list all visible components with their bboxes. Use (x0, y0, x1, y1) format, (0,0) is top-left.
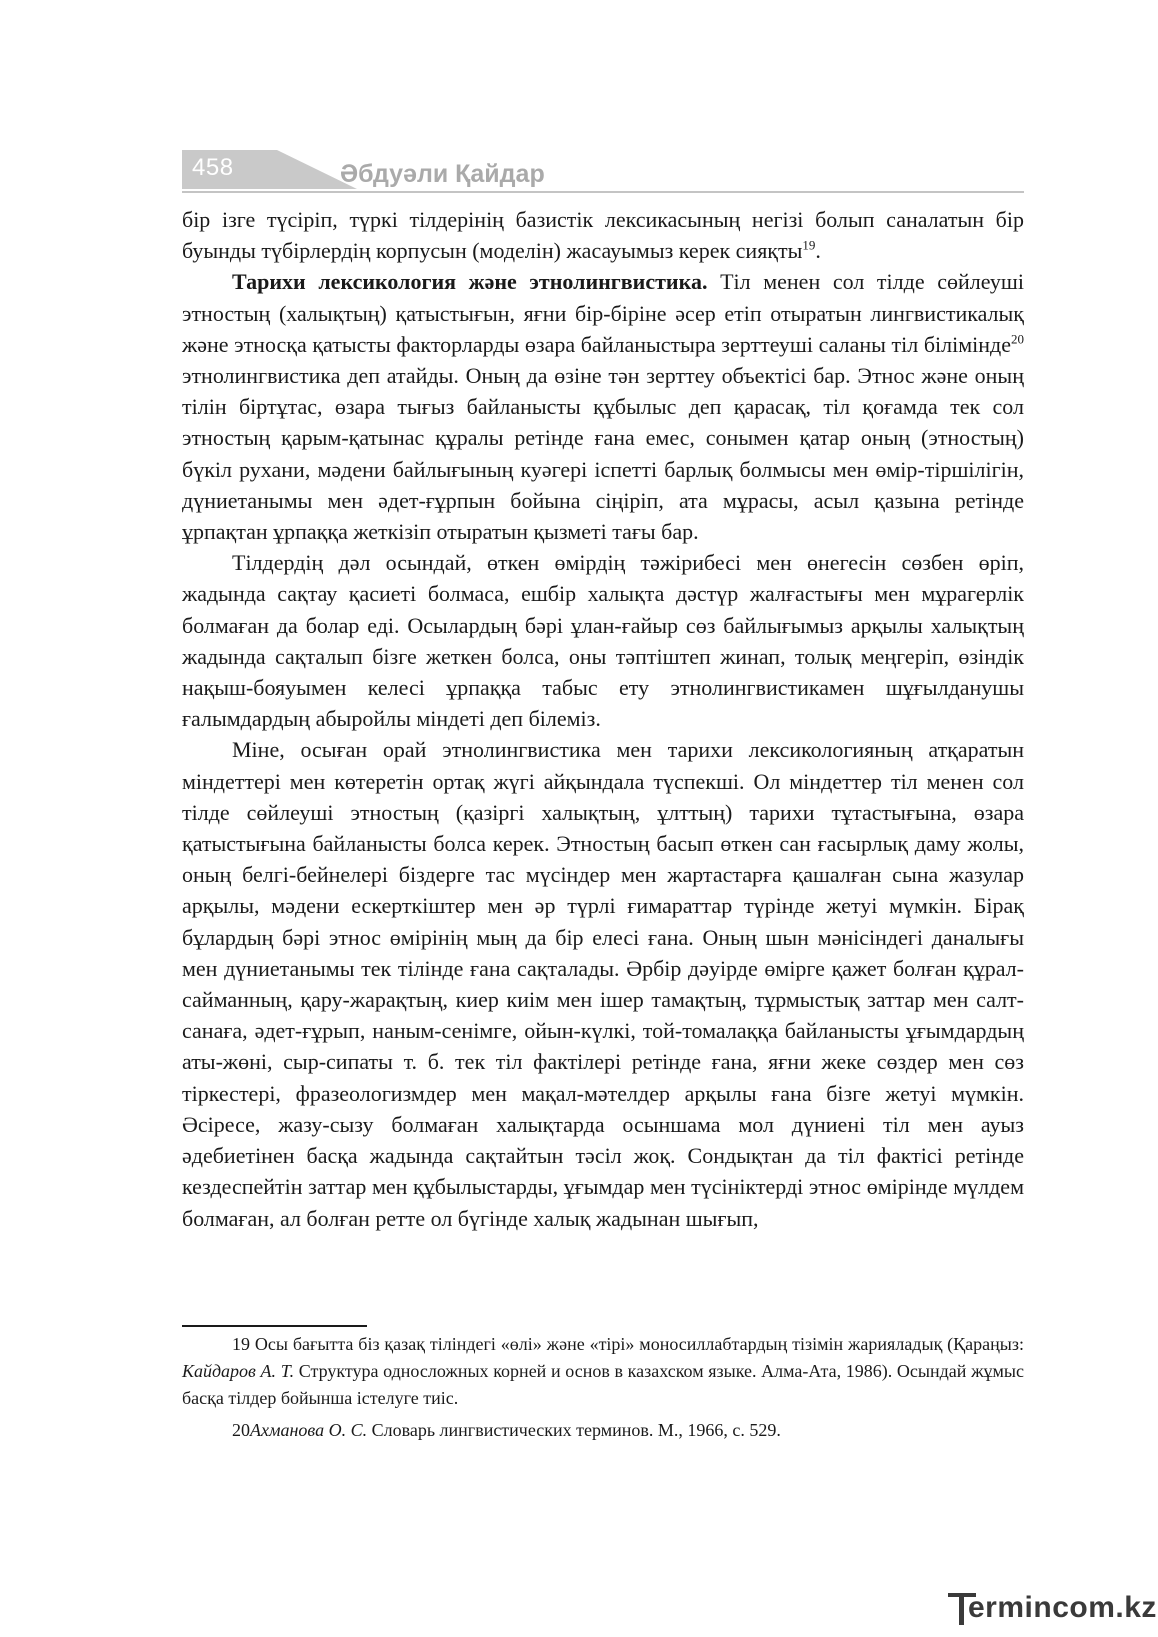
paragraph-3: Тілдердің дәл осындай, өткен өмірдің тәжірибесі мен өнегесін сөзбен өріп, жадында сақтау қасиеті болмаса, ешбір халықта дәстүр жалғастығы мен мұрагерлік болмаған да болар еді. Осылардың бәрі ұлан-ғайыр сөз байлығымыз арқылы халықтың жадында сақталып бізге жеткен болса, оны тәптіштеп жинап, толық меңгеріп, өзіндік нақыш-бояуымен келесі ұрпаққа табыс ету этнолингвистикамен шұғылданушы ғалымдардың абыройлы міндеті деп білеміз. (182, 550, 1024, 732)
footnote-author: Кайдаров А. Т. (182, 1361, 295, 1381)
footnote-19: 19 Осы бағытта біз қазақ тіліндегі «өлі» және «тірі» моносиллабтардың тізімін жарияладық (Қараңыз: Кайдаров А. Т. Структура односложных корней и основ в казахском языке. Алма-Ата, 1986). Осындай жұмыс басқа тілдер бойынша істелуге тиіс. (182, 1334, 1025, 1408)
footnote-rule (182, 1325, 367, 1327)
footnote-ref-20[interactable]: 20 (1011, 331, 1024, 347)
page-header (182, 150, 1024, 196)
footnote-author: Ахманова О. С. (250, 1420, 368, 1440)
footnote-ref-19[interactable]: 19 (802, 237, 816, 253)
paragraph-4: Міне, осыған орай этнолингвистика мен тарихи лексикологияның атқаратын міндеттері мен көтеретін ортақ жүгі айқындала түспекші. Ол міндеттер тіл менен сол тілде сөйлеуші этностың (қазіргі халықтың, ұлттың) тарихи тұтастығына, өзара қатыстығына байланысты болса керек. Этностың басып өткен сан ғасырлық даму жолы, оның белгі-бейнелері біздерге тас мүсіндер мен жартастарға қашалған сына жазулар арқылы, мәдени ескерткіштер мен әр түрлі ғимараттар түрінде жетуі мүмкін. Бірақ бұлардың бәрі этнос өмірінің мың да бір елесі ғана. Оның шын мәнісіндегі даналығы мен дүниетанымы тек тілінде ғана сақталады. Әрбір дәуірде өмірге қажет болған құрал-сайманның, қару-жарақтың, киер киім мен ішер тамақтың, тұрмыстық заттар мен салт-санаға, әдет-ғұрып, наным-сенімге, ойын-күлкі, той-томалаққа байланысты ұғымдардың аты-жөні, сыр-сипаты т. б. тек тіл фактілері ретінде ғана, яғни жеке сөздер мен сөз тіркестері, фразеологизмдер мен мақал-мәтелдер арқылы ғана бізге жетуі мүмкін. Әсіресе, жазу-сызу болмаған халықтарда осыншама мол дүниені тіл мен ауыз әдебиетінен басқа жадында сақтайтын тәсіл жоқ. Сондықтан да тіл фактісі ретінде кездеспейтін заттар мен құбылыстарды, ұғымдар мен түсініктерді этнос өмірінде мүлдем болмаған, ал болған ретте ол бүгінде халық жадынан шығып, (182, 737, 1024, 1231)
body-text (182, 204, 1024, 1234)
footnote-number: 20 (232, 1420, 250, 1440)
running-title: Әбдуәли Қайдар (340, 160, 545, 188)
footnote-number: 19 (232, 1334, 250, 1354)
footnote-20: 20Ахманова О. С. Словарь лингвистических терминов. М., 1966, с. 529. (232, 1420, 781, 1440)
page-number: 458 (192, 154, 234, 181)
watermark-logo-stem (959, 1593, 964, 1625)
site-watermark (948, 1587, 1157, 1627)
watermark-text: ermincom.kz (968, 1591, 1157, 1624)
section-heading: Тарихи лексикология және этнолингвистика. (232, 269, 708, 295)
footnotes (182, 1331, 1024, 1444)
paragraph-2: Тарихи лексикология және этнолингвистика. Тіл менен сол тілде сөйлеуші этностың (халықтың) қатыстығын, яғни бір-біріне әсер етіп отыратын лингвистикалық және этносқа қатысты факторларды өзара байланыстыра зерттеуші саланы тіл білімінде$^{20}$ этнолингвистика деп атайды. Оның да өзіне тән зерттеу объектісі бар. Этнос және оның тілін біртұтас, өзара тығыз байланысты құбылыс деп қарасақ, тіл қоғамда тек сол этностың қарым-қатынас құралы ретінде ғана емес, сонымен қатар оның (этностың) бүкіл рухани, мәдени байлығының куәгері іспетті барлық болмысы мен өмір-тіршілігін, дүниетанымы мен әдет-ғұрпын бойына сіңіріп, ата мұрасы, асыл қазына ретінде ұрпақтан ұрпаққа жеткізіп отыратын қызметі тағы бар. (182, 269, 1024, 545)
header-rule (182, 191, 1024, 193)
paragraph-1: бір ізге түсіріп, түркі тілдерінің базистік лексикасының негізі болып саналатын бір буынды түбірлердің корпусын (моделін) жасауымыз керек сияқты$^{19}$. (182, 207, 1024, 264)
